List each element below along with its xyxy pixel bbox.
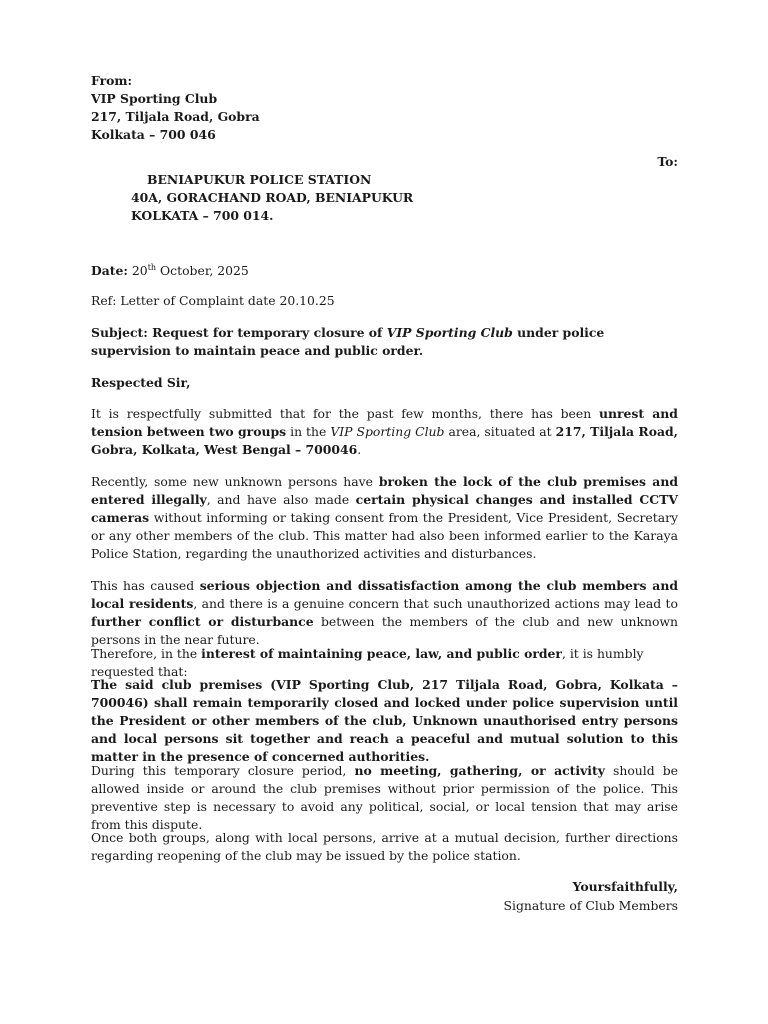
para3-text-2: , and there is a genuine concern that such unauthorized actions may lead to — [193, 596, 678, 611]
para1-address: 217, Tiljala Road, Gobra, Kolkata, West Bengal – 700046 — [91, 424, 678, 457]
paragraph-6: Once both groups, along with local persons, arrive at a mutual decision, further directions regarding reopening of the club may be issued by the police station. — [91, 830, 678, 863]
signature-line: Signature of Club Members — [503, 898, 678, 913]
para3-bold-1: serious objection and dissatisfaction among the club members and local residents — [91, 578, 678, 611]
para4-text: Therefore, in the — [91, 646, 202, 661]
recipient-address-line1: 40A, GORACHAND ROAD, BENIAPUKUR — [131, 190, 414, 205]
para5-text: During this temporary closure period, — [91, 763, 355, 778]
to-label: To: — [657, 154, 678, 169]
paragraph-5 — [91, 762, 678, 834]
para1-club: VIP Sporting Club — [330, 424, 445, 439]
paragraph-3 — [91, 577, 678, 649]
from-label: From: — [91, 73, 133, 88]
sender-address-line1: 217, Tiljala Road, Gobra — [91, 109, 260, 124]
para1-text-3: area, situated at — [444, 424, 556, 439]
para4-text-2: , it is humbly requested that: — [91, 646, 644, 679]
date-suffix: th — [147, 262, 157, 272]
sender-block — [91, 72, 260, 144]
paragraph-1 — [91, 405, 678, 459]
valediction: Yoursfaithfully, — [572, 879, 678, 894]
para3-text-3: between the members of the club and new unknown persons in the near future. — [91, 614, 678, 647]
subject-prefix: Subject: Request for temporary closure of — [91, 325, 387, 340]
sender-name: VIP Sporting Club — [91, 91, 218, 106]
recipient-name: BENIAPUKUR POLICE STATION — [147, 172, 372, 187]
para2-text: Recently, some new unknown persons have — [91, 474, 379, 489]
para3-text: This has caused — [91, 578, 200, 593]
reference-line: Ref: Letter of Complaint date 20.10.25 — [91, 293, 335, 308]
subject-suffix: under police supervision to maintain peace and public order. — [91, 325, 605, 358]
para2-text-3: without informing or taking consent from the President, Vice President, Secretary or any other members of the club. This matter had also been informed earlier to the Karaya Police Station, regarding the unauthorized activities and disturbances. — [91, 510, 678, 561]
subject-club: VIP Sporting Club — [386, 325, 513, 340]
date-label: Date: — [91, 263, 128, 278]
recipient-address-line2: KOLKATA – 700 014. — [131, 208, 274, 223]
subject-line — [91, 324, 678, 360]
date-day: 20 — [131, 263, 148, 278]
para5-bold-1: no meeting, gathering, or activity — [354, 763, 605, 778]
paragraph-2 — [91, 473, 678, 563]
para1-text-2: in the — [286, 424, 331, 439]
para2-bold-1: broken the lock of the club premises and entered illegally — [91, 474, 678, 507]
date-line — [91, 262, 249, 280]
para1-text: It is respectfully submitted that for the past few months, there has been — [91, 406, 599, 421]
para3-bold-2: further conflict or disturbance — [91, 614, 314, 629]
para2-text-2: , and have also made — [206, 492, 356, 507]
sender-address-line2: Kolkata – 700 046 — [91, 127, 216, 142]
para4-bold-1: interest of maintaining peace, law, and public order — [201, 646, 562, 661]
para1-end: . — [357, 442, 362, 457]
request-paragraph: The said club premises (VIP Sporting Club, 217 Tiljala Road, Gobra, Kolkata – 700046) shall remain temporarily closed and locked under police supervision until the President or other members of the club, Unknown unauthorised entry persons and local persons sit together and reach a peaceful and mutual solution to this matter in the presence of concerned authorities. — [91, 677, 678, 764]
para2-bold-2: certain physical changes and installed CCTV cameras — [91, 492, 678, 525]
date-rest: October, 2025 — [156, 263, 249, 278]
para1-bold-1: unrest and tension between two groups — [91, 406, 678, 439]
para5-text-2: should be allowed inside or around the club premises without prior permission of the police. This preventive step is necessary to avoid any political, social, or local tension that may arise from this dispute. — [91, 763, 678, 832]
salutation: Respected Sir, — [91, 375, 191, 390]
